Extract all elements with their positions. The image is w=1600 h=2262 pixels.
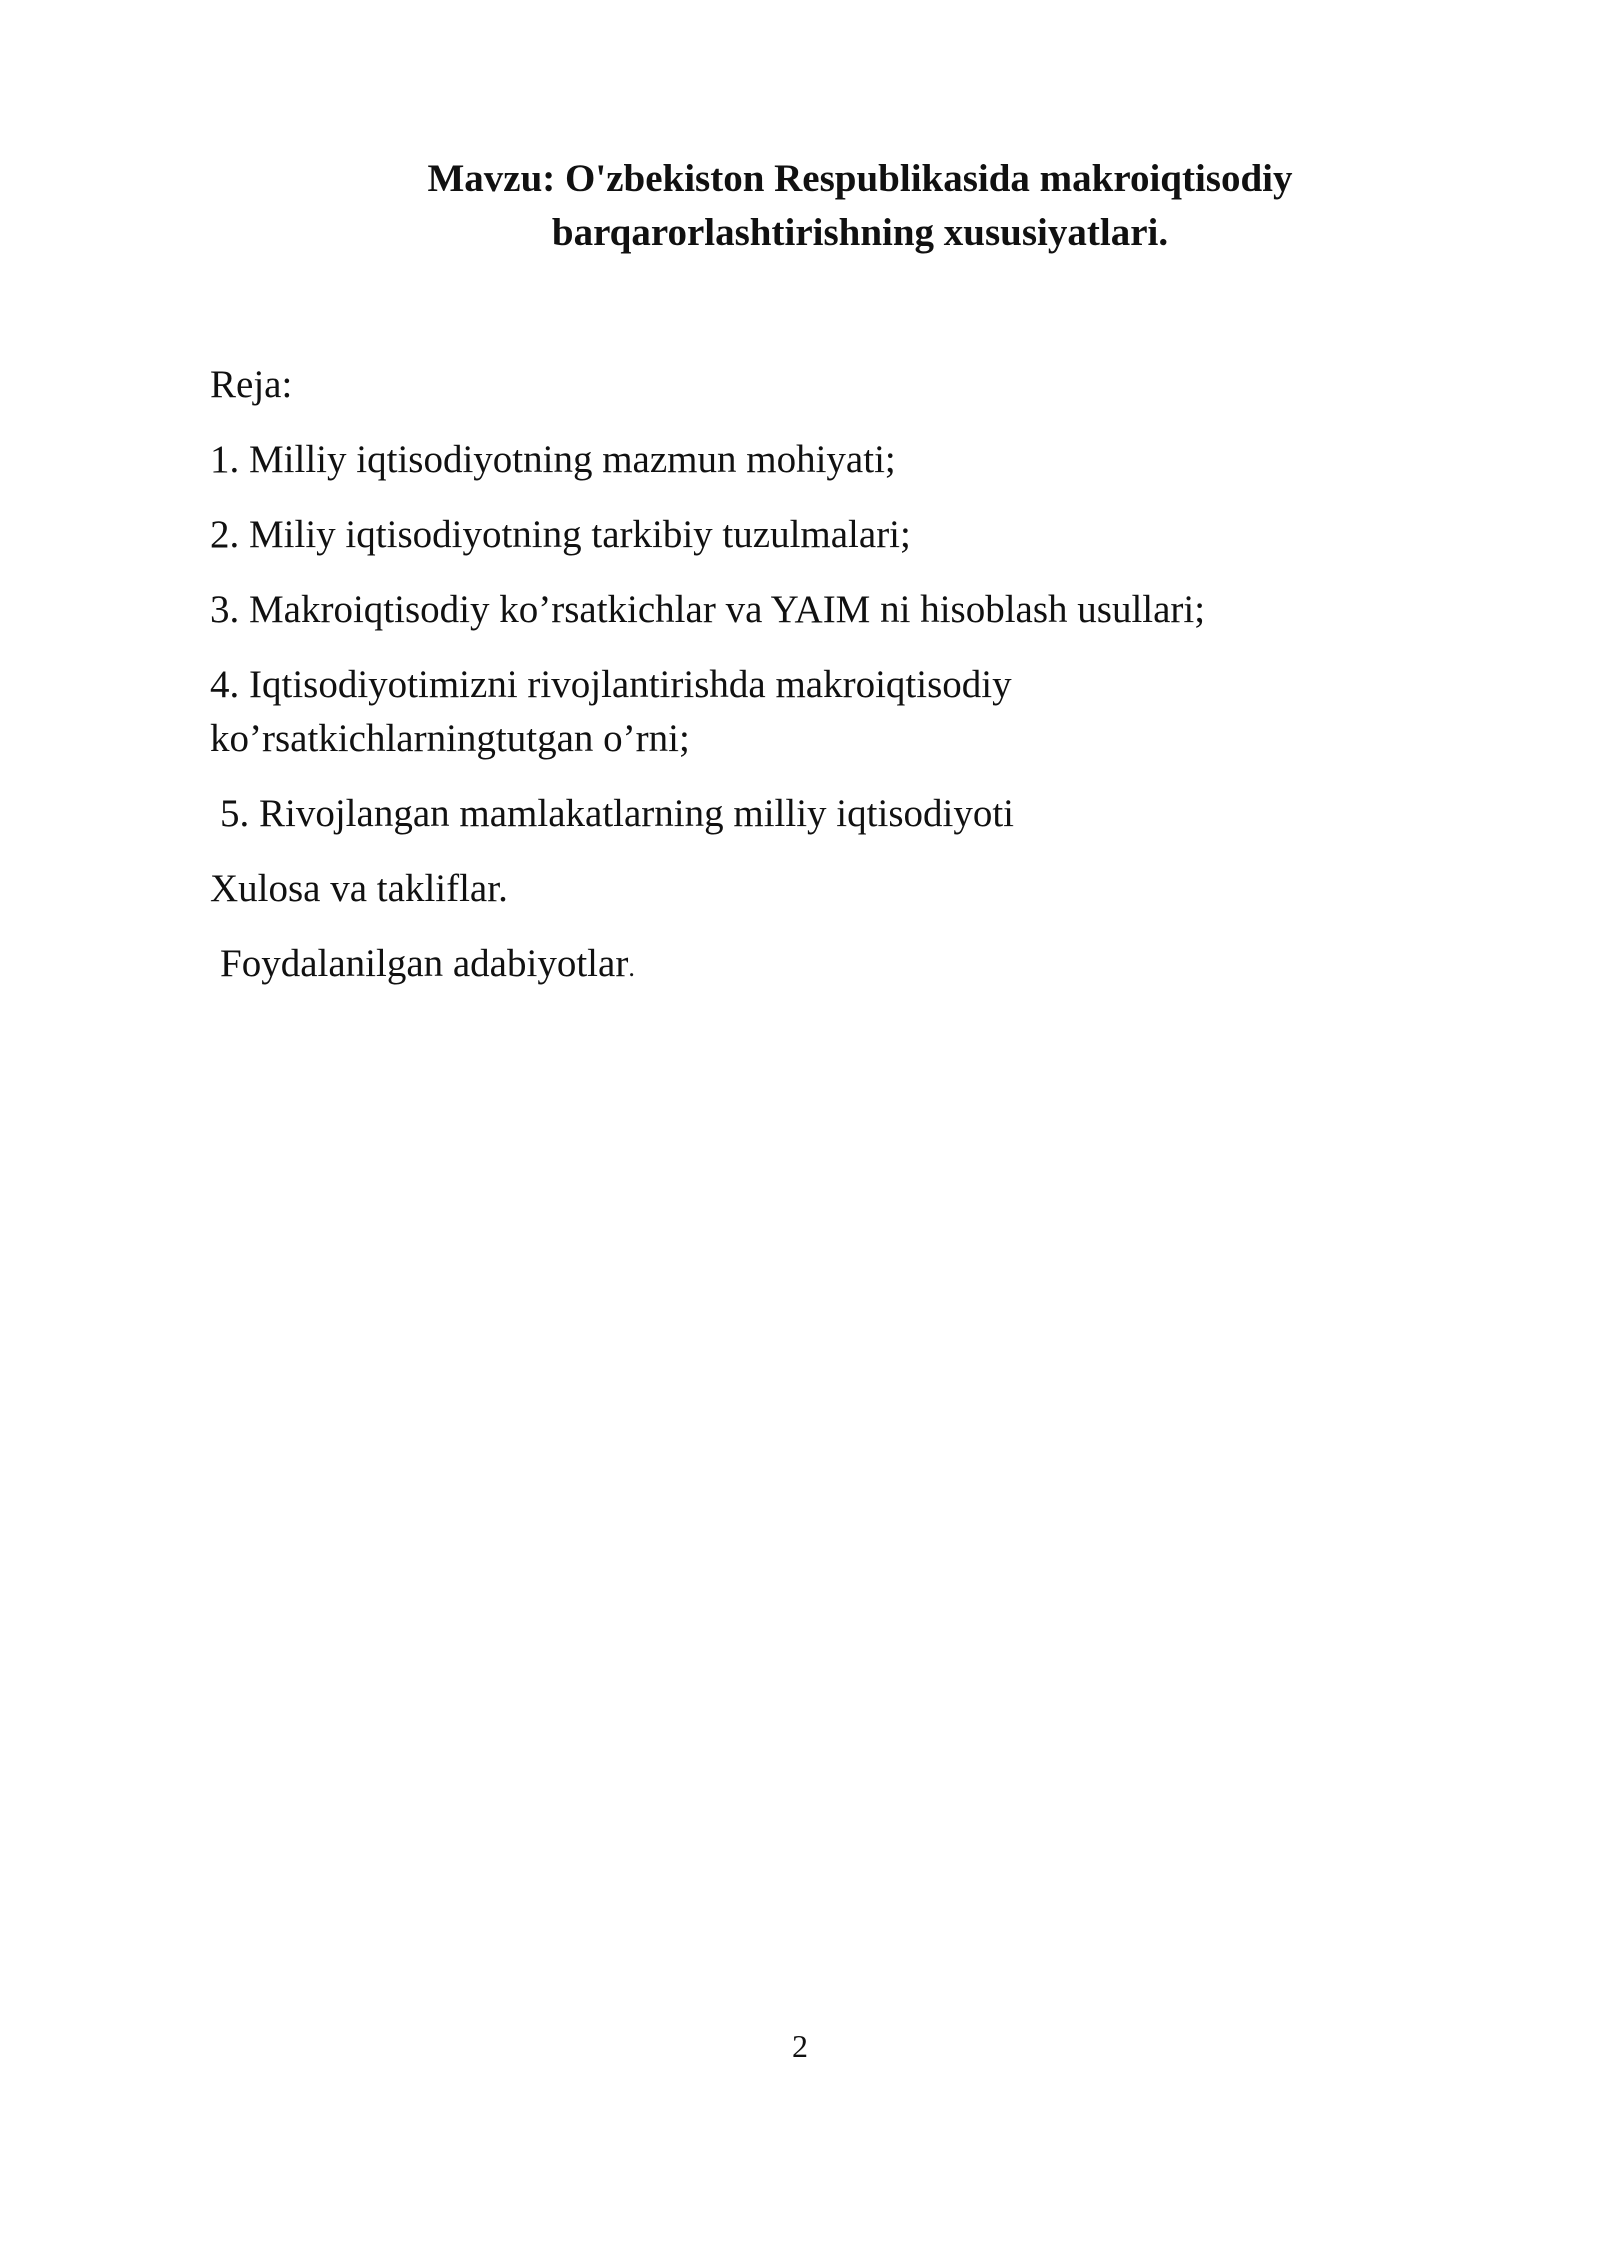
document-title — [370, 152, 1350, 260]
plan-item-2: 2. Miliy iqtisodiyotning tarkibiy tuzulmalari; — [210, 513, 911, 556]
plan-item-4 — [210, 658, 1410, 766]
plan-item-4-line-2: ko’rsatkichlarningtutgan o’rni; — [210, 717, 690, 760]
conclusion-line: Xulosa va takliflar. — [210, 867, 508, 910]
plan-item-4-line-1: 4. Iqtisodiyotimizni rivojlantirishda makroiqtisodiy — [210, 663, 1012, 706]
references-label: Foydalanilgan adabiyotlar — [220, 942, 629, 985]
title-line-2: barqarorlashtirishning xususiyatlari. — [551, 211, 1169, 254]
plan-section — [210, 358, 1410, 1016]
plan-item-5: 5. Rivojlangan mamlakatlarning milliy iqtisodiyoti — [220, 792, 1014, 835]
plan-item-1: 1. Milliy iqtisodiyotning mazmun mohiyati; — [210, 438, 896, 481]
plan-item-3: 3. Makroiqtisodiy ko’rsatkichlar va YAIM ni hisoblash usullari; — [210, 588, 1206, 631]
plan-heading: Reja: — [210, 363, 293, 406]
references-dot: . — [628, 953, 635, 982]
references-line — [210, 937, 1410, 995]
page-number: 2 — [792, 2028, 808, 2064]
title-line-1: Mavzu: O'zbekiston Respublikasida makroiqtisodiy — [427, 157, 1293, 200]
